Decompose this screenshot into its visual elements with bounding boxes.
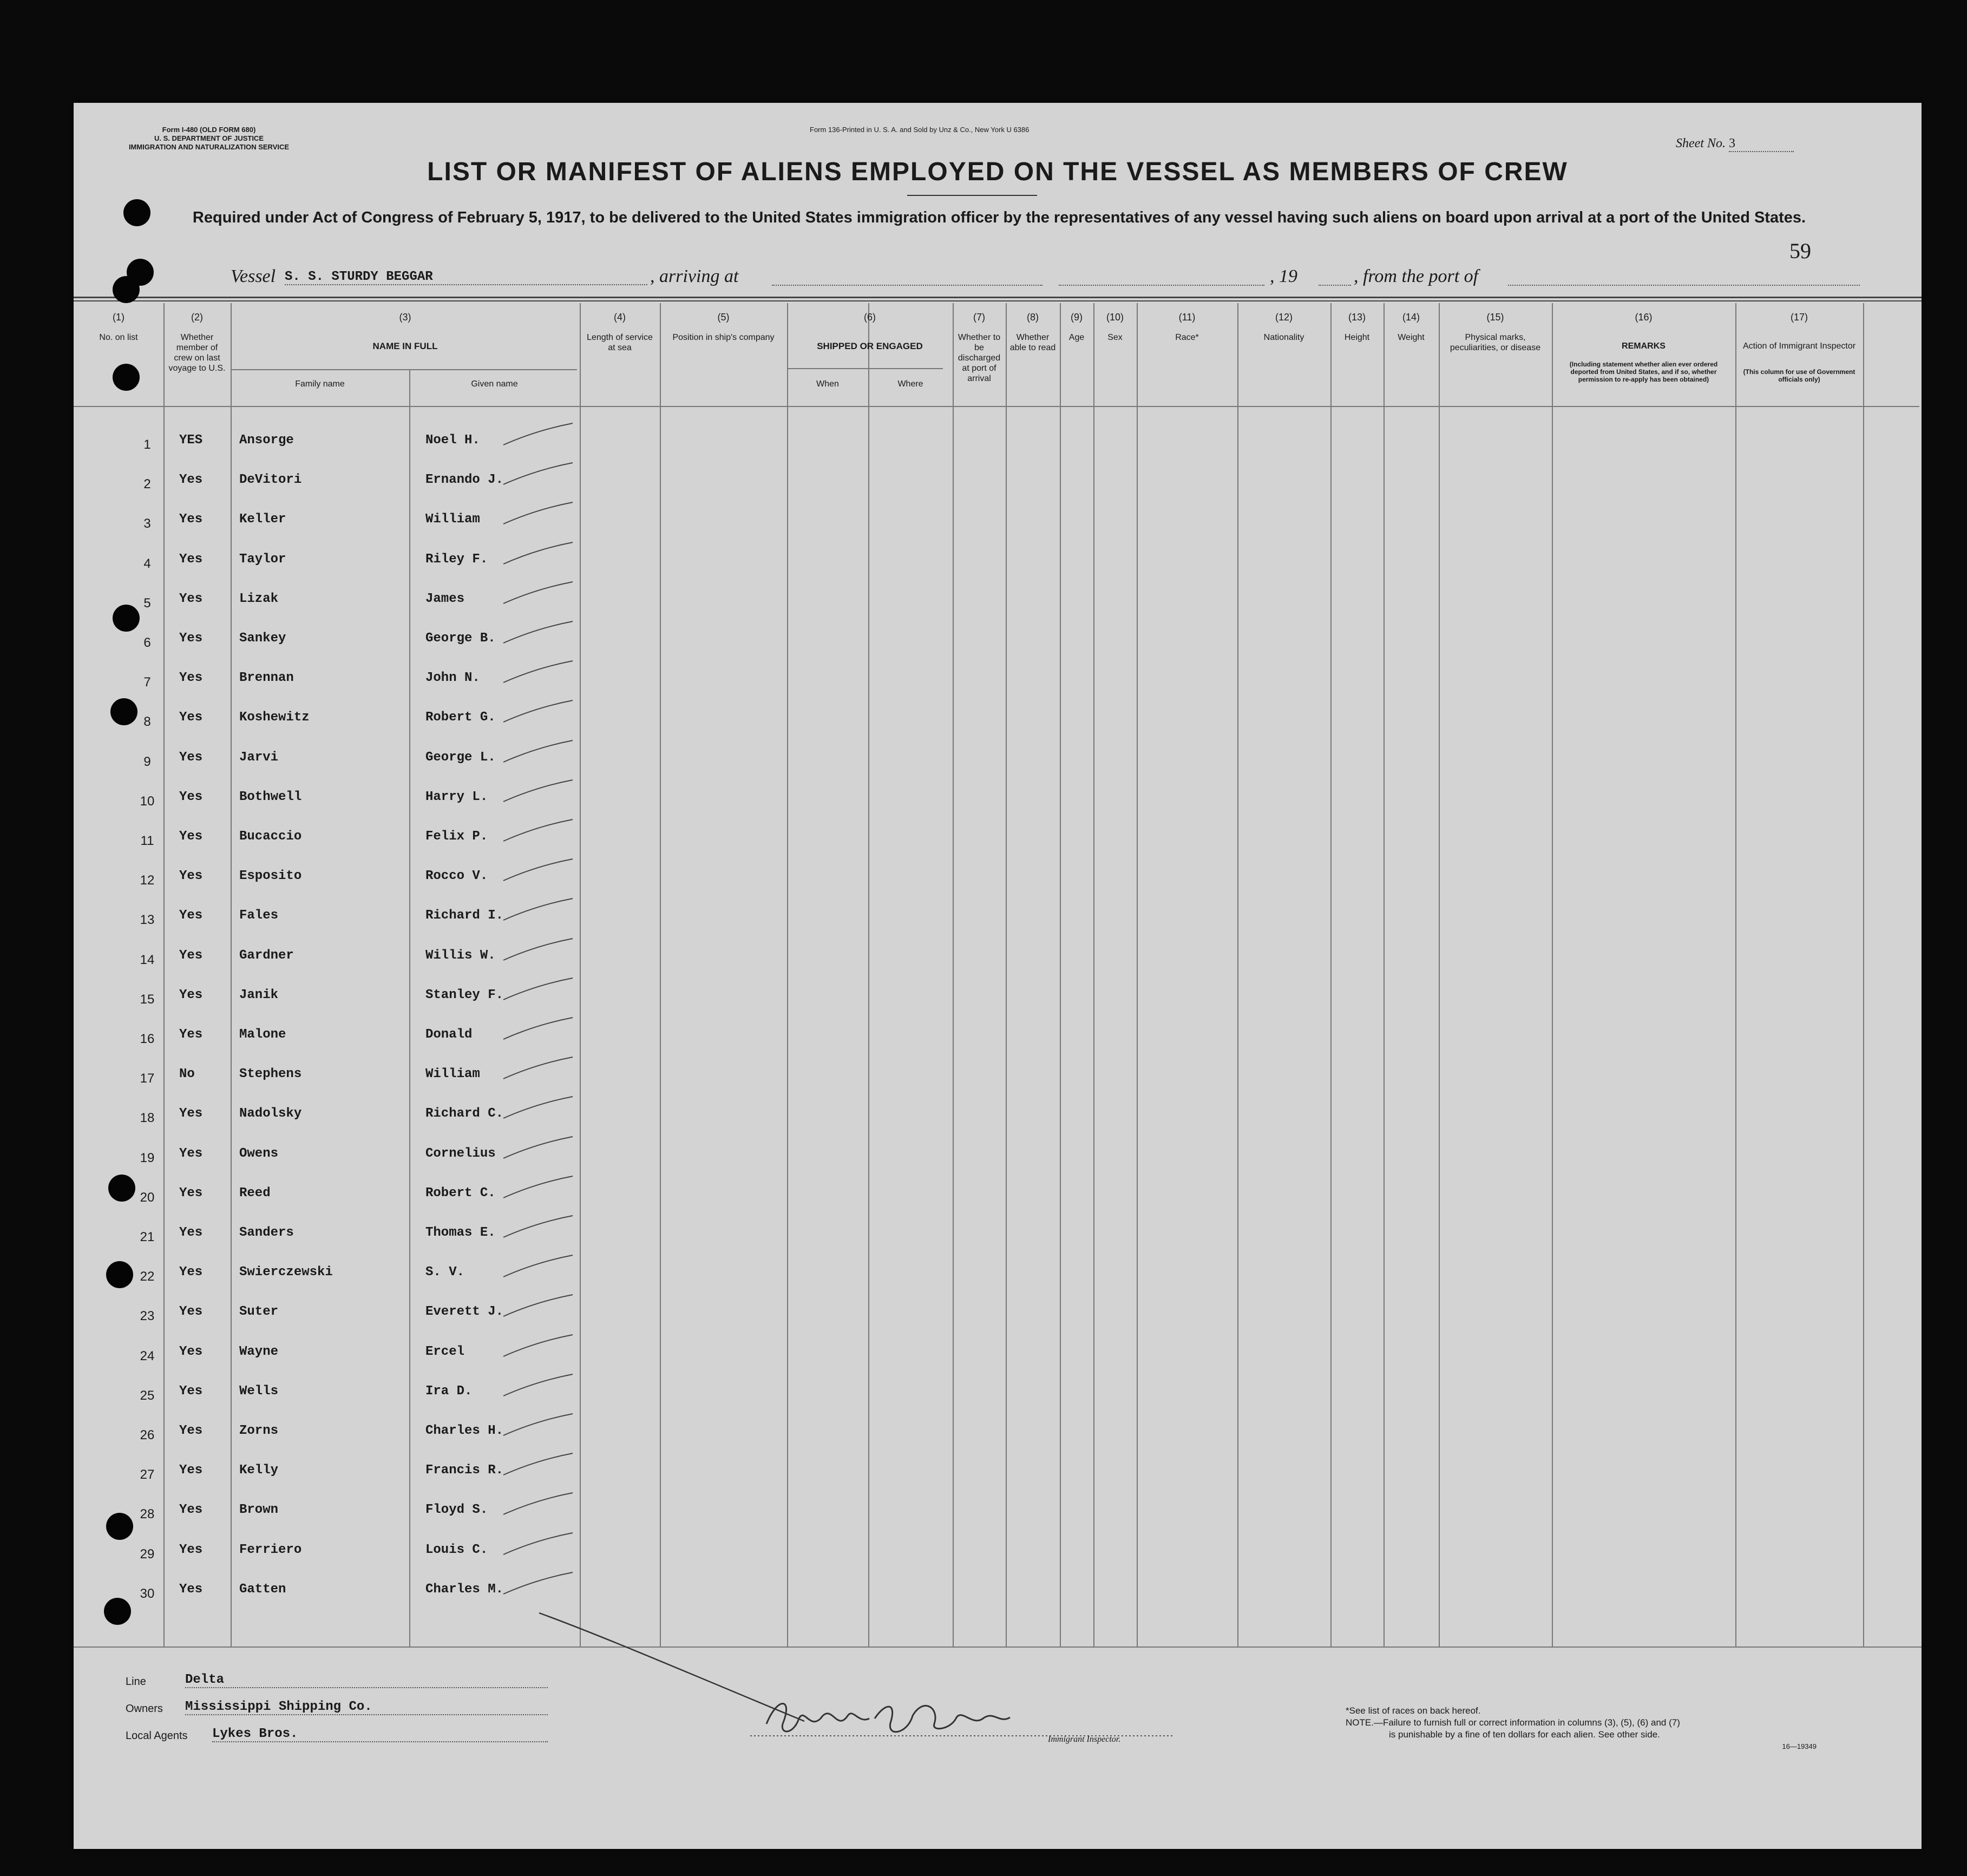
table-row — [74, 1304, 1922, 1326]
given-name-cell: Stanley F. — [425, 988, 504, 1002]
column-header: Length of service at sea — [587, 333, 653, 352]
column-header: Whether to be discharged at port of arrival — [958, 333, 1001, 383]
family-name-cell: Gatten — [239, 1582, 286, 1597]
last-voyage-cell: Yes — [179, 1463, 203, 1478]
table-row — [74, 790, 1922, 811]
check-mark-stroke — [501, 1333, 577, 1360]
given-name-cell: Noel H. — [425, 433, 480, 448]
last-voyage-cell: Yes — [179, 1384, 203, 1399]
check-mark-stroke — [501, 1531, 577, 1558]
last-voyage-cell: Yes — [179, 750, 203, 765]
column-header: NAME IN FULL — [372, 341, 438, 351]
given-name-cell: S. V. — [425, 1265, 465, 1280]
row-number: 16 — [140, 1032, 155, 1046]
family-name-cell: Taylor — [239, 552, 286, 567]
check-mark-stroke — [501, 580, 577, 607]
family-name-cell: Ferriero — [239, 1543, 302, 1557]
family-name-cell: Brennan — [239, 671, 294, 685]
given-name-cell: William — [425, 512, 480, 527]
family-name-cell: Wayne — [239, 1344, 279, 1359]
column-header: Race* — [1175, 333, 1199, 342]
form-id-line1: Form I-480 (OLD FORM 680) — [162, 126, 256, 134]
row-number: 12 — [140, 873, 155, 888]
row-number: 19 — [140, 1151, 155, 1165]
family-name-cell: Sankey — [239, 631, 286, 646]
check-mark-stroke — [501, 1214, 577, 1241]
line-value: Delta — [185, 1672, 548, 1688]
sheet-number — [1676, 136, 1794, 152]
family-name-cell: Ansorge — [239, 433, 294, 448]
penalty-note-1: NOTE.—Failure to furnish full or correct information in columns (3), (5), (6) and (7) — [1346, 1717, 1680, 1728]
given-name-cell: Donald — [425, 1027, 473, 1042]
last-voyage-cell: Yes — [179, 1186, 203, 1201]
table-row — [74, 710, 1922, 732]
family-name-cell: Reed — [239, 1186, 271, 1201]
row-number: 9 — [143, 755, 151, 769]
check-mark-stroke — [501, 1094, 577, 1121]
given-name-cell: Charles M. — [425, 1582, 504, 1597]
given-name-cell: Charles H. — [425, 1424, 504, 1438]
table-bottom-rule — [74, 1647, 1922, 1648]
table-row — [74, 1067, 1922, 1088]
table-row — [74, 908, 1922, 930]
check-mark-stroke — [501, 817, 577, 844]
check-mark-stroke — [501, 1412, 577, 1439]
check-mark-stroke — [501, 1491, 577, 1518]
title-rule — [907, 195, 1037, 196]
column-header: Sex — [1107, 333, 1123, 342]
last-voyage-cell: Yes — [179, 1225, 203, 1240]
punch-hole — [113, 276, 140, 303]
punch-hole — [104, 1598, 131, 1625]
column-number: (17) — [1790, 312, 1808, 323]
column-subheader: When — [816, 379, 839, 389]
printer-line: Form 136-Printed in U. S. A. and Sold by Unz & Co., New York U 6386 — [810, 126, 1030, 134]
row-number: 24 — [140, 1349, 155, 1363]
last-voyage-cell: Yes — [179, 1027, 203, 1042]
column-number: (14) — [1402, 312, 1420, 323]
sheet-no-value: 3 — [1729, 136, 1794, 152]
row-number: 11 — [140, 834, 154, 848]
punch-hole — [110, 698, 137, 725]
table-top-rule — [74, 297, 1922, 298]
table-row — [74, 631, 1922, 653]
last-voyage-cell: Yes — [179, 1146, 203, 1161]
given-name-cell: Richard I. — [425, 908, 504, 923]
table-row — [74, 1265, 1922, 1287]
punch-hole — [108, 1175, 135, 1202]
family-name-cell: Nadolsky — [239, 1106, 302, 1121]
table-row — [74, 1344, 1922, 1366]
table-row — [74, 1186, 1922, 1208]
family-name-cell: Gardner — [239, 948, 294, 963]
vessel-name: S. S. STURDY BEGGAR — [285, 270, 647, 285]
table-row — [74, 1384, 1922, 1406]
punch-hole — [113, 605, 140, 632]
arrival-date-field — [1059, 285, 1264, 286]
punch-hole — [123, 199, 150, 226]
family-name-cell: Koshewitz — [239, 710, 310, 725]
column-number: (9) — [1071, 312, 1083, 323]
given-name-cell: John N. — [425, 671, 480, 685]
table-row — [74, 1225, 1922, 1247]
table-row — [74, 948, 1922, 970]
local-agents-value: Lykes Bros. — [212, 1727, 548, 1742]
row-number: 13 — [140, 913, 155, 927]
given-name-cell: Harry L. — [425, 790, 488, 804]
family-name-cell: Brown — [239, 1503, 279, 1517]
row-number: 20 — [140, 1190, 155, 1205]
column-number: (6) — [864, 312, 876, 323]
last-voyage-cell: Yes — [179, 1543, 203, 1557]
last-voyage-cell: Yes — [179, 948, 203, 963]
year-field — [1319, 285, 1351, 286]
column-number: (11) — [1178, 312, 1196, 323]
row-number: 1 — [143, 437, 151, 452]
print-code: 16—19349 — [1782, 1742, 1817, 1750]
penalty-note-2: is punishable by a fine of ten dollars for each alien. See other side. — [1389, 1729, 1660, 1740]
family-name-cell: Jarvi — [239, 750, 279, 765]
column-header: Whether member of crew on last voyage to U.S. — [168, 333, 226, 373]
column-header: Physical marks, peculiarities, or disease — [1450, 333, 1541, 352]
given-name-cell: Riley F. — [425, 552, 488, 567]
name-subhead-rule — [231, 369, 577, 370]
column-header: SHIPPED OR ENGAGED — [817, 341, 923, 351]
family-name-cell: DeVitori — [239, 473, 302, 487]
given-name-cell: Ercel — [425, 1344, 465, 1359]
column-subheader: Given name — [471, 379, 518, 389]
last-voyage-cell: Yes — [179, 1582, 203, 1597]
owners-value: Mississippi Shipping Co. — [185, 1700, 548, 1715]
family-name-cell: Lizak — [239, 592, 279, 606]
check-mark-stroke — [501, 1253, 577, 1280]
row-number: 10 — [140, 794, 155, 809]
vessel-line — [231, 266, 1865, 290]
last-voyage-cell: Yes — [179, 1265, 203, 1280]
table-row — [74, 750, 1922, 772]
column-header: Whether able to read — [1009, 333, 1056, 352]
check-mark-stroke — [501, 540, 577, 567]
last-voyage-cell: Yes — [179, 631, 203, 646]
inspector-label: Immigrant Inspector. — [1048, 1735, 1121, 1744]
row-number: 3 — [143, 516, 151, 531]
signature-tail-stroke — [534, 1608, 815, 1727]
last-voyage-cell: Yes — [179, 512, 203, 527]
family-name-cell: Bothwell — [239, 790, 302, 804]
table-row — [74, 592, 1922, 613]
column-number: (4) — [614, 312, 626, 323]
last-voyage-cell: Yes — [179, 473, 203, 487]
check-mark-stroke — [501, 421, 577, 448]
column-subheader: Family name — [295, 379, 345, 389]
manifest-sheet — [74, 103, 1922, 1849]
check-mark-stroke — [501, 1174, 577, 1201]
page-number: 59 — [1789, 239, 1811, 263]
table-row — [74, 829, 1922, 851]
column-number: (7) — [973, 312, 985, 323]
row-number: 25 — [140, 1388, 155, 1403]
race-note: *See list of races on back hereof. — [1346, 1706, 1481, 1716]
given-name-cell: Cornelius — [425, 1146, 496, 1161]
punch-hole — [106, 1513, 133, 1540]
row-number: 22 — [140, 1269, 155, 1284]
family-name-cell: Keller — [239, 512, 286, 527]
row-number: 4 — [143, 556, 151, 571]
last-voyage-cell: Yes — [179, 1304, 203, 1319]
check-mark-stroke — [501, 778, 577, 805]
family-name-cell: Zorns — [239, 1424, 279, 1438]
last-voyage-cell: Yes — [179, 1106, 203, 1121]
check-mark-stroke — [501, 698, 577, 725]
last-voyage-cell: Yes — [179, 988, 203, 1002]
check-mark-stroke — [501, 1015, 577, 1042]
row-number: 14 — [140, 953, 155, 967]
form-id-line3: IMMIGRATION AND NATURALIZATION SERVICE — [128, 143, 290, 151]
last-voyage-cell: Yes — [179, 1344, 203, 1359]
last-voyage-cell: Yes — [179, 908, 203, 923]
column-number: (13) — [1348, 312, 1366, 323]
table-row — [74, 1027, 1922, 1049]
row-number: 30 — [140, 1586, 155, 1601]
family-name-cell: Sanders — [239, 1225, 294, 1240]
table-row — [74, 1503, 1922, 1524]
column-header: Nationality — [1263, 333, 1304, 342]
check-mark-stroke — [501, 857, 577, 884]
check-mark-stroke — [501, 976, 577, 1003]
last-voyage-cell: Yes — [179, 710, 203, 725]
row-number: 7 — [143, 675, 151, 690]
given-name-cell: Robert C. — [425, 1186, 496, 1201]
check-mark-stroke — [501, 936, 577, 963]
year-label: , 19 — [1270, 266, 1297, 286]
given-name-cell: William — [425, 1067, 480, 1081]
table-row — [74, 1146, 1922, 1168]
last-voyage-cell: Yes — [179, 552, 203, 567]
row-number: 27 — [140, 1467, 155, 1482]
check-mark-stroke — [501, 738, 577, 765]
last-voyage-cell: Yes — [179, 592, 203, 606]
table-row — [74, 473, 1922, 494]
column-number: (2) — [191, 312, 203, 323]
check-mark-stroke — [501, 1055, 577, 1082]
table-row — [74, 1463, 1922, 1485]
check-mark-stroke — [501, 1134, 577, 1162]
owners-label: Owners — [126, 1703, 163, 1715]
column-header: Age — [1068, 333, 1085, 342]
row-number: 18 — [140, 1111, 155, 1125]
page-title: LIST OR MANIFEST OF ALIENS EMPLOYED ON THE VESSEL AS MEMBERS OF CREW — [427, 158, 1568, 186]
table-row — [74, 988, 1922, 1009]
last-voyage-cell: Yes — [179, 869, 203, 883]
check-mark-stroke — [501, 896, 577, 923]
table-row — [74, 1424, 1922, 1445]
last-voyage-cell: Yes — [179, 1424, 203, 1438]
family-name-cell: Stephens — [239, 1067, 302, 1081]
footer-notes — [1346, 1705, 1887, 1753]
arriving-at-field — [772, 285, 1042, 286]
family-name-cell: Janik — [239, 988, 279, 1002]
given-name-cell: Everett J. — [425, 1304, 504, 1319]
given-name-cell: Felix P. — [425, 829, 488, 844]
table-row — [74, 512, 1922, 534]
family-name-cell: Swierczewski — [239, 1265, 333, 1280]
row-number: 23 — [140, 1309, 155, 1323]
last-voyage-cell: Yes — [179, 671, 203, 685]
last-voyage-cell: Yes — [179, 1503, 203, 1517]
family-name-cell: Suter — [239, 1304, 279, 1319]
form-id-block — [128, 126, 290, 152]
family-name-cell: Owens — [239, 1146, 279, 1161]
punch-hole — [113, 364, 140, 391]
column-number: (5) — [717, 312, 730, 323]
given-name-cell: Ira D. — [425, 1384, 473, 1399]
check-mark-stroke — [501, 1451, 577, 1478]
shipped-subhead-rule — [787, 368, 943, 369]
column-number: (12) — [1275, 312, 1293, 323]
given-name-cell: Francis R. — [425, 1463, 504, 1478]
column-number: (16) — [1635, 312, 1653, 323]
given-name-cell: Floyd S. — [425, 1503, 488, 1517]
column-header: Position in ship's company — [672, 333, 775, 342]
punch-hole — [106, 1261, 133, 1288]
given-name-cell: James — [425, 592, 465, 606]
column-header: REMARKS — [1622, 342, 1666, 351]
from-port-label: , from the port of — [1354, 266, 1479, 286]
table-row — [74, 1543, 1922, 1564]
vessel-label: Vessel — [231, 266, 276, 286]
given-name-cell: Louis C. — [425, 1543, 488, 1557]
check-mark-stroke — [501, 500, 577, 527]
given-name-cell: George B. — [425, 631, 496, 646]
row-number: 8 — [143, 714, 151, 729]
family-name-cell: Bucaccio — [239, 829, 302, 844]
from-port-field — [1508, 285, 1860, 286]
row-number: 6 — [143, 635, 151, 650]
column-number: (8) — [1027, 312, 1039, 323]
table-row — [74, 869, 1922, 890]
table-row — [74, 1106, 1922, 1128]
check-mark-stroke — [501, 1372, 577, 1399]
last-voyage-cell: YES — [179, 433, 203, 448]
check-mark-stroke — [501, 659, 577, 686]
row-number: 21 — [140, 1230, 155, 1244]
given-name-cell: Willis W. — [425, 948, 496, 963]
column-number: (3) — [399, 312, 411, 323]
row-number: 2 — [143, 477, 151, 491]
page-subtitle: Required under Act of Congress of February 5, 1917, to be delivered to the United States immigration officer by the representatives of any vessel having such aliens on board upon arrival at a port of the United States. — [192, 209, 1806, 226]
family-name-cell: Esposito — [239, 869, 302, 883]
local-agents-label: Local Agents — [126, 1730, 188, 1742]
row-number: 29 — [140, 1547, 155, 1562]
given-name-cell: Rocco V. — [425, 869, 488, 883]
table-row — [74, 1582, 1922, 1604]
sheet-label: Sheet No. — [1676, 136, 1726, 150]
column-number: (1) — [113, 312, 124, 323]
row-number: 26 — [140, 1428, 155, 1442]
row-number: 17 — [140, 1071, 155, 1086]
column-number: (15) — [1486, 312, 1504, 323]
table-row — [74, 433, 1922, 455]
check-mark-stroke — [501, 1570, 577, 1597]
row-number: 5 — [143, 596, 151, 611]
check-mark-stroke — [501, 619, 577, 646]
given-name-cell: Richard C. — [425, 1106, 504, 1121]
table-top-rule-2 — [74, 300, 1922, 301]
last-voyage-cell: Yes — [179, 790, 203, 804]
last-voyage-cell: Yes — [179, 829, 203, 844]
column-header: Height — [1344, 333, 1370, 342]
header-bottom-rule — [74, 406, 1919, 407]
column-header: No. on list — [99, 333, 138, 342]
column-header-note: (Including statement whether alien ever ordered deported from United States, and if so, whether permission to re-apply has been obtained) — [1569, 360, 1718, 383]
table-row — [74, 552, 1922, 574]
row-number: 15 — [140, 992, 155, 1007]
form-id-line2: U. S. DEPARTMENT OF JUSTICE — [154, 134, 264, 142]
column-header: Weight — [1398, 333, 1425, 342]
row-number: 28 — [140, 1507, 155, 1521]
table-row — [74, 671, 1922, 692]
family-name-cell: Fales — [239, 908, 279, 923]
column-subheader: Where — [897, 379, 923, 389]
check-mark-stroke — [501, 1293, 577, 1320]
last-voyage-cell: No — [179, 1067, 195, 1081]
column-header-note: (This column for use of Government officials only) — [1743, 368, 1855, 383]
column-header: Action of Immigrant Inspector — [1742, 342, 1856, 351]
check-mark-stroke — [501, 461, 577, 488]
family-name-cell: Kelly — [239, 1463, 279, 1478]
family-name-cell: Wells — [239, 1384, 279, 1399]
given-name-cell: Robert G. — [425, 710, 496, 725]
given-name-cell: George L. — [425, 750, 496, 765]
arriving-label: , arriving at — [650, 266, 739, 286]
line-label: Line — [126, 1676, 146, 1688]
given-name-cell: Thomas E. — [425, 1225, 496, 1240]
given-name-cell: Ernando J. — [425, 473, 504, 487]
family-name-cell: Malone — [239, 1027, 286, 1042]
column-number: (10) — [1106, 312, 1124, 323]
